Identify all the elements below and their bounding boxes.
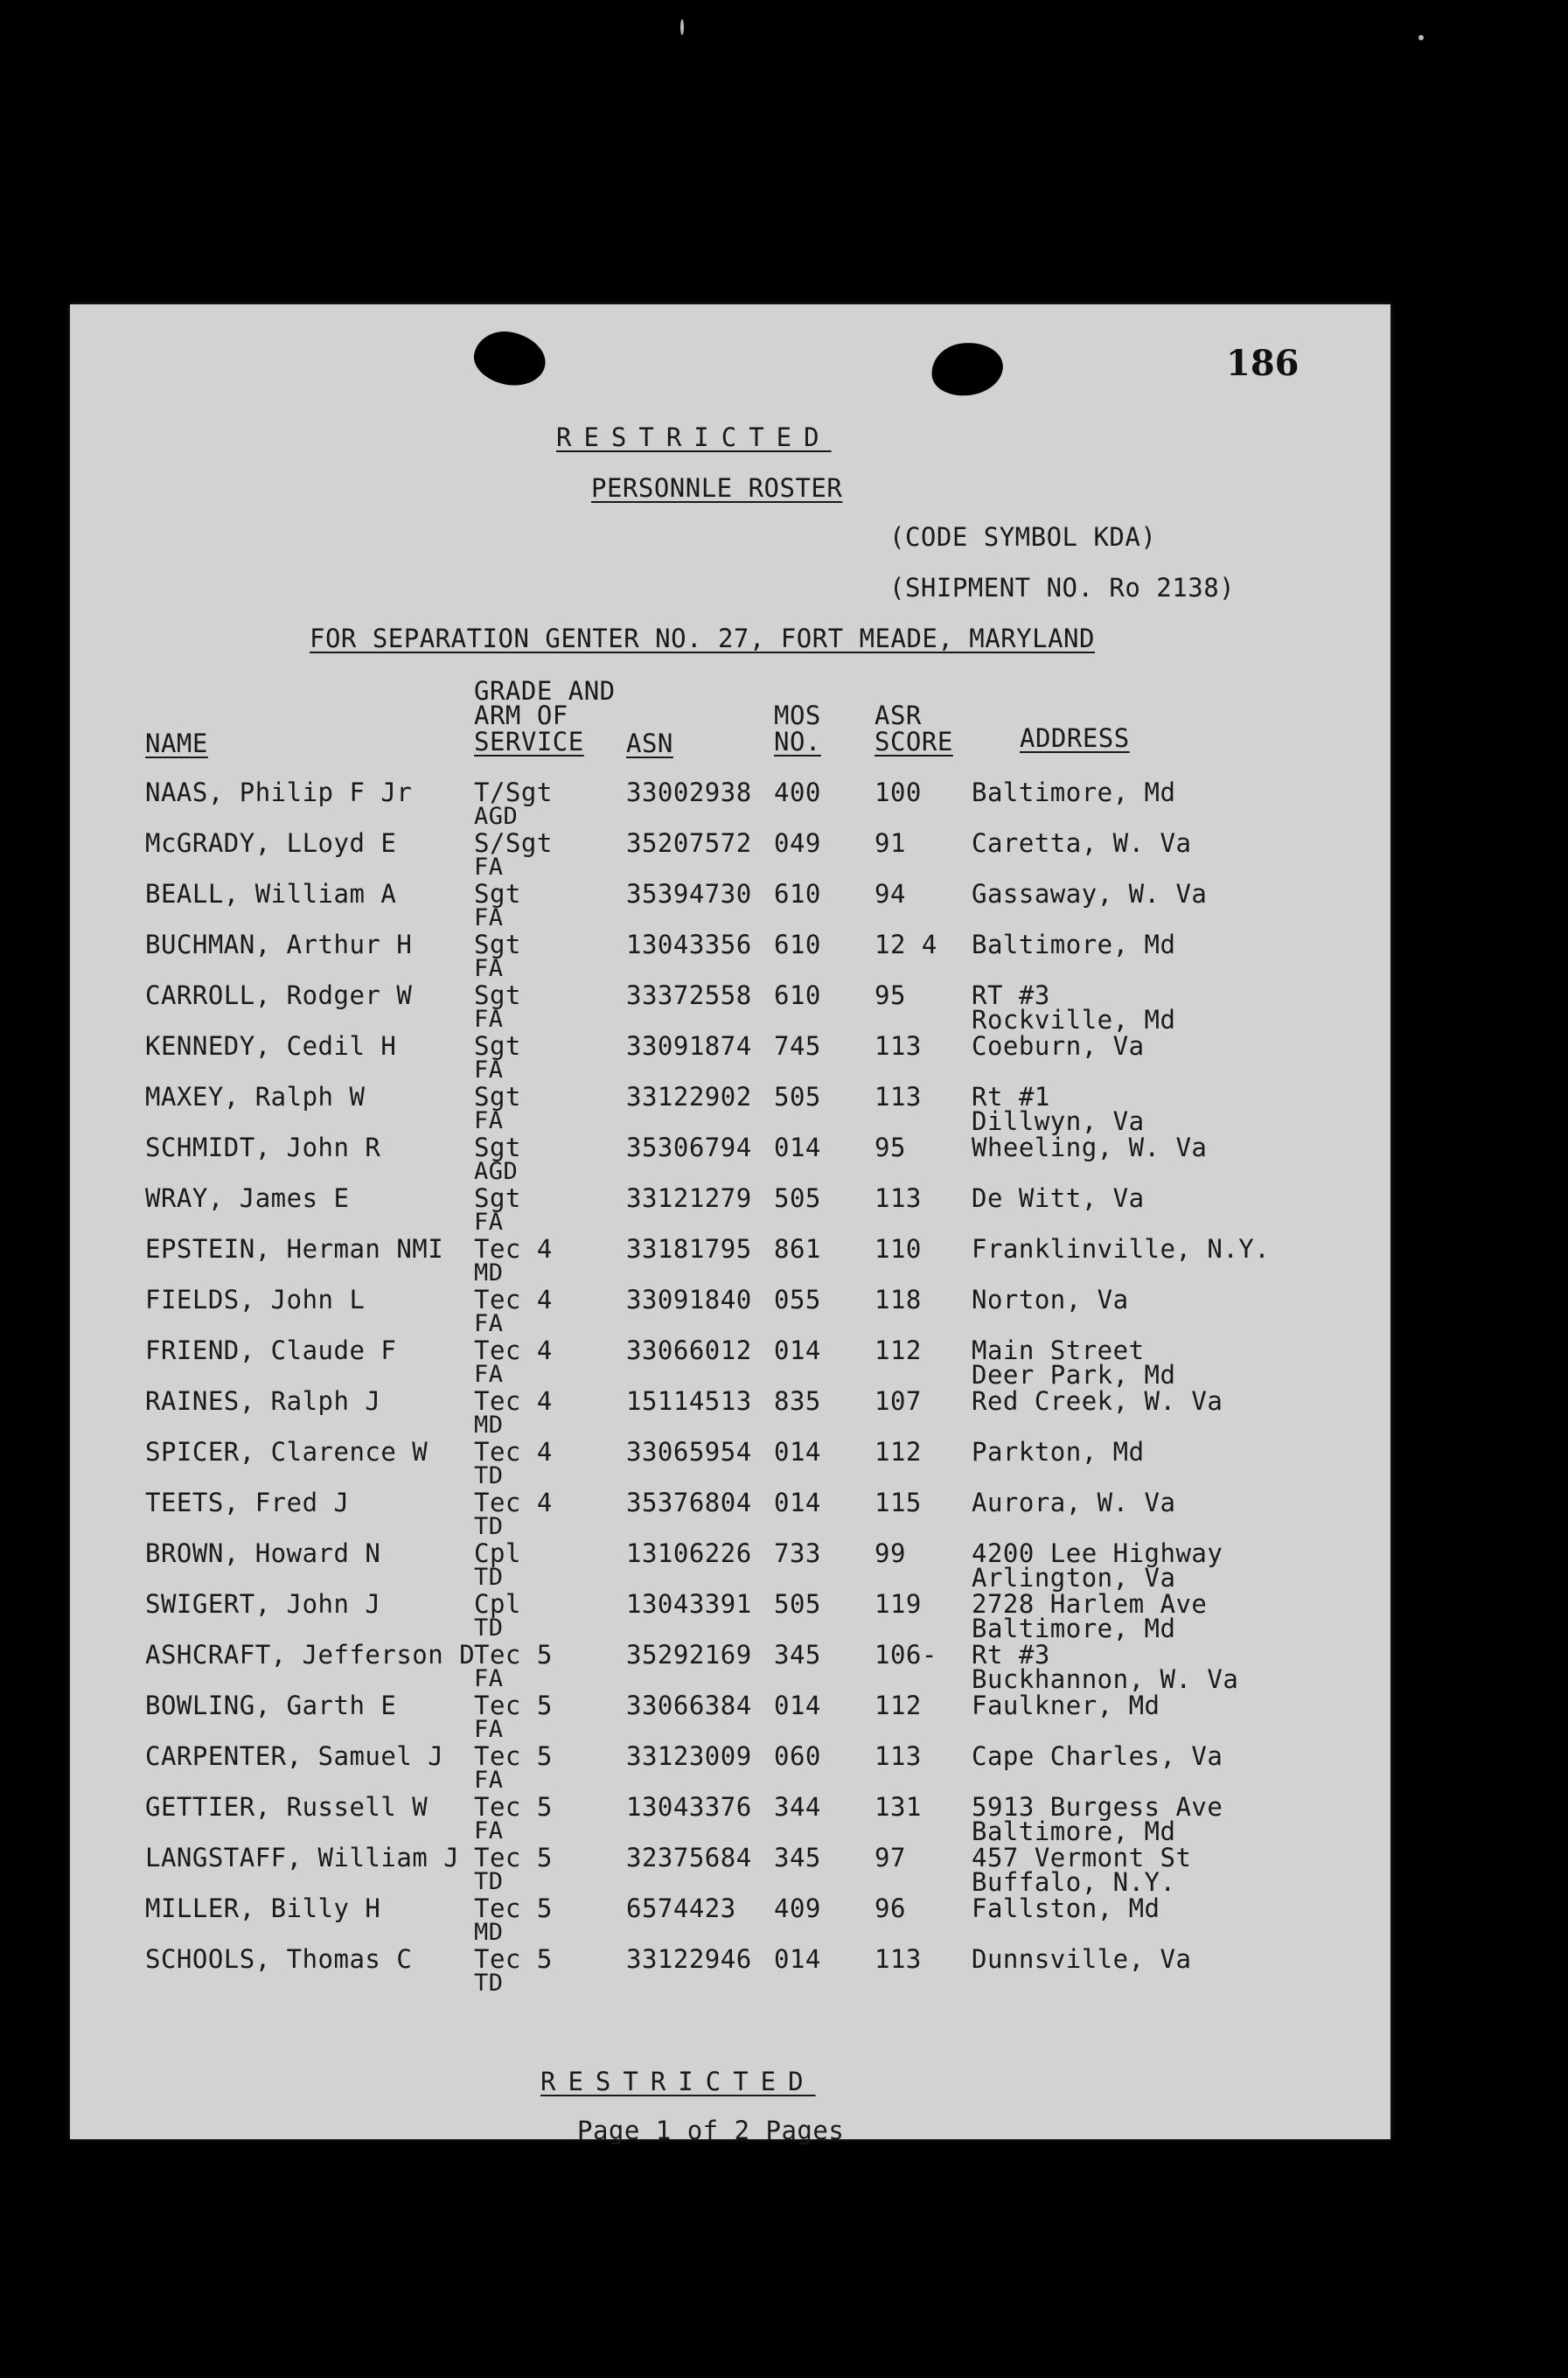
roster-address-line2: Buffalo, N.Y. [972, 1867, 1176, 1897]
roster-arm-of-service: MD [474, 1412, 504, 1439]
roster-asn: 33123009 [626, 1741, 752, 1771]
roster-address: Fallston, Md [972, 1893, 1160, 1923]
roster-arm-of-service: AGD [474, 1158, 519, 1185]
score-header-line1: ASR [875, 701, 922, 730]
roster-score: 107 [875, 1386, 922, 1416]
roster-arm-of-service: MD [474, 1259, 504, 1287]
roster-asn: 35292169 [626, 1640, 752, 1670]
page-indicator: Page 1 of 2 Pages [577, 2116, 845, 2145]
grade-header-line3: SERVICE [474, 727, 584, 757]
roster-mos: 505 [774, 1589, 821, 1619]
roster-address-line2: Baltimore, Md [972, 1614, 1176, 1643]
roster-arm-of-service: FA [474, 1716, 504, 1743]
roster-address: Gassaway, W. Va [972, 879, 1208, 909]
roster-mos: 014 [774, 1437, 821, 1467]
roster-asn: 35207572 [626, 828, 752, 858]
roster-arm-of-service: FA [474, 1361, 504, 1388]
roster-mos: 610 [774, 879, 821, 909]
roster-grade: Sgt [474, 930, 521, 959]
roster-arm-of-service: MD [474, 1919, 504, 1946]
roster-name: BROWN, Howard N [145, 1538, 381, 1568]
roster-address: Dunnsville, Va [972, 1944, 1192, 1974]
roster-grade: T/Sgt [474, 778, 553, 807]
roster-mos: 345 [774, 1843, 821, 1872]
roster-grade: Sgt [474, 980, 521, 1010]
scan-artifact [680, 19, 684, 35]
roster-score: 131 [875, 1792, 922, 1822]
roster-mos: 345 [774, 1640, 821, 1670]
roster-grade: S/Sgt [474, 828, 553, 858]
roster-mos: 055 [774, 1285, 821, 1315]
roster-mos: 733 [774, 1538, 821, 1568]
roster-name: McGRADY, LLoyd E [145, 828, 397, 858]
roster-grade: Tec 4 [474, 1335, 553, 1365]
roster-grade: Sgt [474, 1133, 521, 1162]
roster-address: Franklinville, N.Y. [972, 1234, 1271, 1264]
roster-name: ASHCRAFT, Jefferson D [145, 1640, 476, 1670]
roster-arm-of-service: AGD [474, 803, 519, 830]
roster-name: BOWLING, Garth E [145, 1691, 397, 1720]
roster-grade: Tec 4 [474, 1234, 553, 1264]
roster-score: 100 [875, 778, 922, 807]
roster-address: De Witt, Va [972, 1183, 1145, 1213]
roster-arm-of-service: FA [474, 904, 504, 931]
roster-asn: 35394730 [626, 879, 752, 909]
roster-address: Wheeling, W. Va [972, 1133, 1208, 1162]
roster-address: Norton, Va [972, 1285, 1129, 1315]
roster-score: 95 [875, 980, 906, 1010]
roster-arm-of-service: TD [474, 1868, 504, 1895]
roster-name: MAXEY, Ralph W [145, 1082, 366, 1112]
name-header: NAME [145, 729, 208, 758]
roster-score: 113 [875, 1082, 922, 1112]
roster-address: 4200 Lee Highway [972, 1538, 1223, 1568]
roster-asn: 33122902 [626, 1082, 752, 1112]
punch-hole-left [470, 325, 551, 392]
roster-asn: 13043356 [626, 930, 752, 959]
roster-asn: 33002938 [626, 778, 752, 807]
roster-arm-of-service: TD [474, 1564, 504, 1591]
roster-address: Aurora, W. Va [972, 1488, 1176, 1517]
roster-grade: Tec 5 [474, 1640, 553, 1670]
roster-mos: 014 [774, 1691, 821, 1720]
roster-arm-of-service: FA [474, 854, 504, 881]
roster-name: BUCHMAN, Arthur H [145, 930, 413, 959]
roster-asn: 15114513 [626, 1386, 752, 1416]
roster-address-line2: Rockville, Md [972, 1005, 1176, 1035]
roster-grade: Tec 4 [474, 1386, 553, 1416]
roster-grade: Tec 5 [474, 1944, 553, 1974]
roster-arm-of-service: FA [474, 1006, 504, 1033]
roster-address-line2: Baltimore, Md [972, 1817, 1176, 1846]
roster-address: Cape Charles, Va [972, 1741, 1223, 1771]
roster-score: 113 [875, 1031, 922, 1061]
roster-asn: 33065954 [626, 1437, 752, 1467]
document-title: PERSONNLE ROSTER [591, 473, 843, 503]
roster-mos: 400 [774, 778, 821, 807]
roster-grade: Cpl [474, 1538, 521, 1568]
roster-name: CARPENTER, Samuel J [145, 1741, 444, 1771]
roster-name: SCHMIDT, John R [145, 1133, 381, 1162]
grade-header-line2: ARM OF [474, 701, 568, 730]
roster-grade: Sgt [474, 1082, 521, 1112]
roster-mos: 344 [774, 1792, 821, 1822]
roster-asn: 33091874 [626, 1031, 752, 1061]
roster-score: 113 [875, 1183, 922, 1213]
mos-header-line2: NO. [774, 727, 821, 757]
roster-arm-of-service: FA [474, 1665, 504, 1692]
roster-name: NAAS, Philip F Jr [145, 778, 413, 807]
roster-score: 119 [875, 1589, 922, 1619]
roster-asn: 13043376 [626, 1792, 752, 1822]
roster-score: 118 [875, 1285, 922, 1315]
roster-grade: Tec 5 [474, 1893, 553, 1923]
roster-asn: 35376804 [626, 1488, 752, 1517]
roster-arm-of-service: FA [474, 1209, 504, 1236]
roster-mos: 060 [774, 1741, 821, 1771]
roster-score: 112 [875, 1691, 922, 1720]
roster-grade: Sgt [474, 1031, 521, 1061]
roster-grade: Tec 5 [474, 1792, 553, 1822]
roster-address: 5913 Burgess Ave [972, 1792, 1223, 1822]
roster-asn: 33122946 [626, 1944, 752, 1974]
roster-score: 94 [875, 879, 906, 909]
roster-arm-of-service: TD [474, 1614, 504, 1642]
asn-header: ASN [626, 729, 673, 758]
roster-name: KENNEDY, Cedil H [145, 1031, 397, 1061]
roster-address: RT #3 [972, 980, 1050, 1010]
roster-score: 112 [875, 1437, 922, 1467]
restricted-footer: RESTRICTED [540, 2067, 816, 2096]
roster-mos: 014 [774, 1944, 821, 1974]
roster-score: 113 [875, 1944, 922, 1974]
roster-grade: Tec 4 [474, 1437, 553, 1467]
roster-score: 91 [875, 828, 906, 858]
roster-name: BEALL, William A [145, 879, 397, 909]
roster-score: 113 [875, 1741, 922, 1771]
roster-address: Rt #3 [972, 1640, 1050, 1670]
roster-address: Rt #1 [972, 1082, 1050, 1112]
score-header-line2: SCORE [875, 727, 953, 757]
roster-mos: 861 [774, 1234, 821, 1264]
roster-name: FRIEND, Claude F [145, 1335, 397, 1365]
roster-asn: 6574423 [626, 1893, 736, 1923]
roster-arm-of-service: TD [474, 1462, 504, 1489]
roster-grade: Tec 5 [474, 1691, 553, 1720]
roster-address: 2728 Harlem Ave [972, 1589, 1208, 1619]
roster-address: Parkton, Md [972, 1437, 1145, 1467]
code-symbol: (CODE SYMBOL KDA) [889, 522, 1157, 552]
roster-mos: 014 [774, 1133, 821, 1162]
roster-mos: 505 [774, 1082, 821, 1112]
roster-score: 97 [875, 1843, 906, 1872]
roster-mos: 014 [774, 1488, 821, 1517]
address-header: ADDRESS [1020, 723, 1130, 753]
roster-address-line2: Arlington, Va [972, 1563, 1176, 1593]
roster-name: SWIGERT, John J [145, 1589, 381, 1619]
roster-address-line2: Deer Park, Md [972, 1360, 1176, 1390]
roster-page [70, 304, 1390, 2145]
roster-asn: 33181795 [626, 1234, 752, 1264]
grade-header-line1: GRADE AND [474, 676, 616, 706]
roster-asn: 13043391 [626, 1589, 752, 1619]
roster-address: Baltimore, Md [972, 778, 1176, 807]
roster-arm-of-service: FA [474, 1817, 504, 1845]
roster-mos: 745 [774, 1031, 821, 1061]
roster-arm-of-service: FA [474, 1767, 504, 1794]
roster-score: 110 [875, 1234, 922, 1264]
page-stamp: 186 [1226, 343, 1300, 384]
roster-address: Caretta, W. Va [972, 828, 1192, 858]
roster-mos: 014 [774, 1335, 821, 1365]
scan-artifact [1418, 35, 1424, 40]
roster-name: RAINES, Ralph J [145, 1386, 381, 1416]
roster-grade: Tec 4 [474, 1285, 553, 1315]
roster-grade: Sgt [474, 879, 521, 909]
roster-name: FIELDS, John L [145, 1285, 366, 1315]
roster-address: 457 Vermont St [972, 1843, 1192, 1872]
roster-address: Coeburn, Va [972, 1031, 1145, 1061]
roster-address-line2: Buckhannon, W. Va [972, 1664, 1239, 1694]
roster-arm-of-service: FA [474, 1107, 504, 1134]
roster-address: Red Creek, W. Va [972, 1386, 1223, 1416]
roster-asn: 35306794 [626, 1133, 752, 1162]
roster-arm-of-service: TD [474, 1970, 504, 1997]
roster-name: EPSTEIN, Herman NMI [145, 1234, 444, 1264]
roster-asn: 32375684 [626, 1843, 752, 1872]
mos-header-line1: MOS [774, 701, 821, 730]
separation-center: FOR SEPARATION GENTER NO. 27, FORT MEADE, MARYLAND [310, 624, 1095, 653]
roster-mos: 409 [774, 1893, 821, 1923]
roster-grade: Cpl [474, 1589, 521, 1619]
roster-score: 112 [875, 1335, 922, 1365]
roster-asn: 33121279 [626, 1183, 752, 1213]
roster-name: GETTIER, Russell W [145, 1792, 429, 1822]
roster-grade: Tec 4 [474, 1488, 553, 1517]
roster-address: Main Street [972, 1335, 1145, 1365]
roster-name: TEETS, Fred J [145, 1488, 350, 1517]
roster-mos: 505 [774, 1183, 821, 1213]
roster-name: LANGSTAFF, William J [145, 1843, 460, 1872]
roster-score: 96 [875, 1893, 906, 1923]
roster-score: 106- [875, 1640, 937, 1670]
roster-score: 12 4 [875, 930, 937, 959]
roster-name: WRAY, James E [145, 1183, 350, 1213]
roster-asn: 33091840 [626, 1285, 752, 1315]
roster-grade: Sgt [474, 1183, 521, 1213]
roster-asn: 33372558 [626, 980, 752, 1010]
roster-arm-of-service: FA [474, 955, 504, 982]
roster-name: MILLER, Billy H [145, 1893, 381, 1923]
roster-name: SCHOOLS, Thomas C [145, 1944, 413, 1974]
roster-grade: Tec 5 [474, 1843, 553, 1872]
roster-asn: 13106226 [626, 1538, 752, 1568]
roster-asn: 33066384 [626, 1691, 752, 1720]
roster-mos: 049 [774, 828, 821, 858]
roster-mos: 610 [774, 980, 821, 1010]
roster-address-line2: Dillwyn, Va [972, 1106, 1145, 1136]
roster-grade: Tec 5 [474, 1741, 553, 1771]
roster-arm-of-service: FA [474, 1057, 504, 1084]
shipment-number: (SHIPMENT NO. Ro 2138) [889, 573, 1236, 603]
roster-arm-of-service: FA [474, 1310, 504, 1337]
roster-mos: 835 [774, 1386, 821, 1416]
roster-name: CARROLL, Rodger W [145, 980, 413, 1010]
roster-score: 95 [875, 1133, 906, 1162]
roster-address: Baltimore, Md [972, 930, 1176, 959]
roster-name: SPICER, Clarence W [145, 1437, 429, 1467]
roster-score: 115 [875, 1488, 922, 1517]
restricted-header: RESTRICTED [556, 422, 832, 452]
roster-mos: 610 [774, 930, 821, 959]
roster-address: Faulkner, Md [972, 1691, 1160, 1720]
roster-arm-of-service: TD [474, 1513, 504, 1540]
punch-hole-right [928, 338, 1007, 401]
roster-score: 99 [875, 1538, 906, 1568]
roster-asn: 33066012 [626, 1335, 752, 1365]
